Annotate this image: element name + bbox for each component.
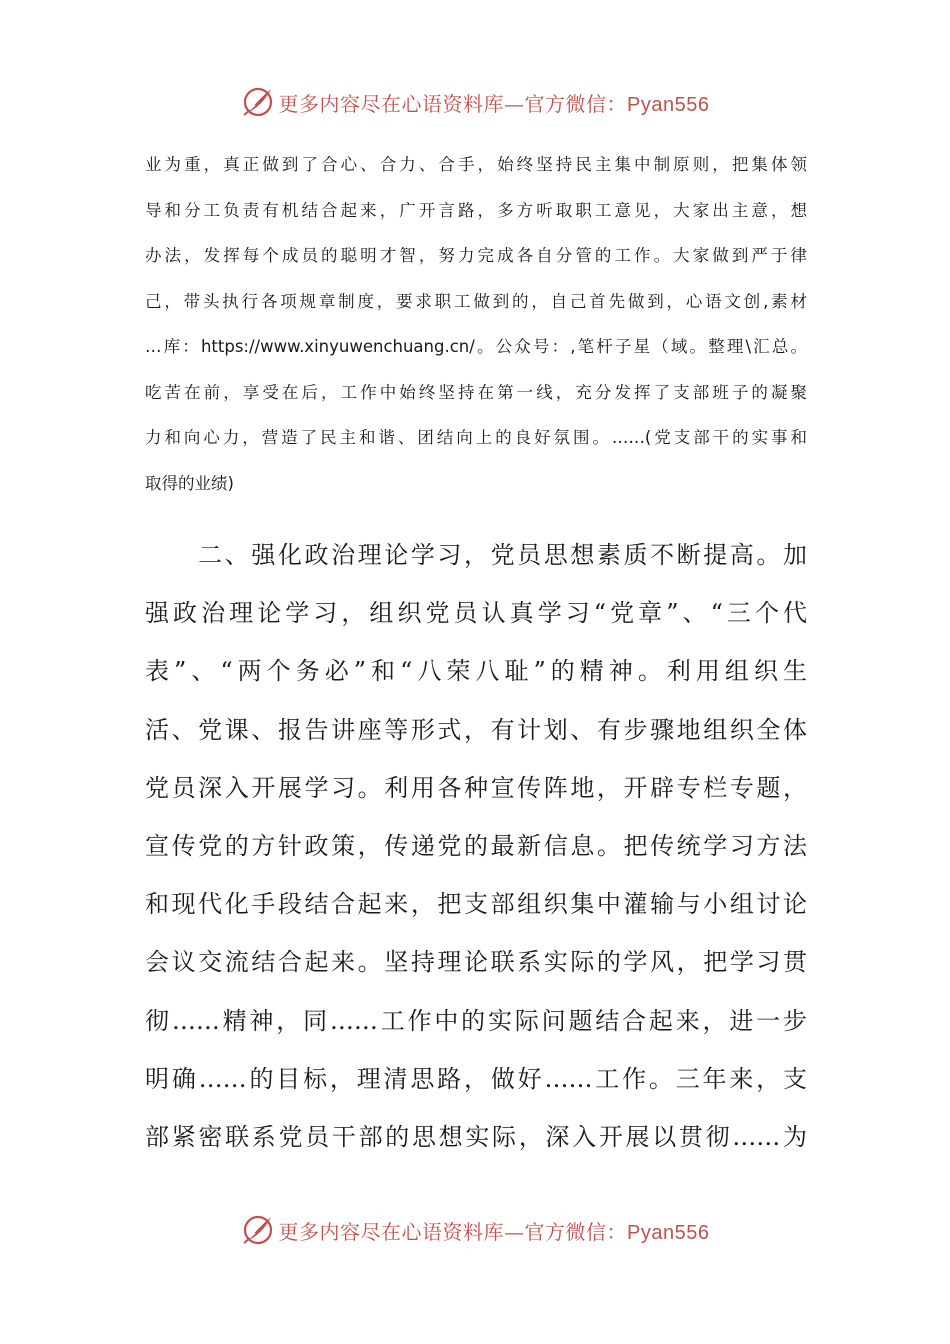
- quill-pen-logo-icon: [241, 85, 275, 119]
- paragraph-2: [145, 526, 807, 1166]
- banner-brand-text: 更多内容尽在心语资料库—官方微信：Pyan556: [278, 1219, 710, 1244]
- paragraph-2-line: 二、强化政治理论学习，党员思想素质不断提高。加: [145, 541, 807, 569]
- paragraph-2-line: 活、党课、报告讲座等形式，有计划、有步骤地组织全体: [145, 715, 807, 744]
- paragraph-2-line: 部紧密联系党员干部的思想实际，深入开展以贯彻……为: [145, 1123, 807, 1152]
- paragraph-1-line: 吃苦在前，享受在后，工作中始终坚持在第一线，充分发挥了支部班子的凝聚: [145, 382, 807, 402]
- paragraph-1-line: 业为重，真正做到了合心、合力、合手，始终坚持民主集中制原则，把集体领: [145, 155, 807, 174]
- paragraph-2-line: 党员深入开展学习。利用各种宣传阵地，开辟专栏专题，: [145, 773, 807, 802]
- paragraph-1-line: 己，带头执行各项规章制度，要求职工做到的，自己首先做到，心语文创,素材: [145, 291, 807, 311]
- paragraph-1-line: 取得的业绩): [145, 473, 234, 493]
- quill-pen-logo-icon: [241, 1213, 275, 1247]
- paragraph-1-line: 办法，发挥每个成员的聪明才智，努力完成各自分管的工作。大家做到严于律: [145, 246, 807, 265]
- paragraph-2-line: 会议交流结合起来。坚持理论联系实际的学风，把学习贯: [145, 948, 807, 977]
- paragraph-2-line: 明确……的目标，理清思路，做好……工作。三年来，支: [145, 1064, 807, 1093]
- wechat-id: Pyan556: [627, 93, 710, 116]
- paragraph-2-line: 和现代化手段结合起来，把支部组织集中灌输与小组讨论: [145, 890, 807, 919]
- footer-banner: [0, 1210, 950, 1250]
- banner-brand-text: 更多内容尽在心语资料库—官方微信：Pyan556: [278, 91, 710, 116]
- paragraph-1: [145, 142, 807, 506]
- wechat-id: Pyan556: [627, 1221, 710, 1244]
- paragraph-1-line: 力和向心力，营造了民主和谐、团结向上的良好氛围。……(党支部干的实事和: [145, 428, 807, 447]
- header-banner: [0, 82, 950, 122]
- paragraph-1-line: …库：https://www.xinyuwenchuang.cn/。公众号：,笔杆子星（域。整理\汇总。: [145, 337, 807, 356]
- paragraph-2-line: 宣传党的方针政策，传递党的最新信息。把传统学习方法: [145, 832, 807, 861]
- paragraph-2-line: 强政治理论学习，组织党员认真学习“党章”、“三个代: [145, 599, 807, 628]
- paragraph-1-line: 导和分工负责有机结合起来，广开言路，多方听取职工意见，大家出主意，想: [145, 200, 807, 220]
- paragraph-2-line: 表”、“两个务必”和“八荣八耻”的精神。利用组织生: [145, 657, 807, 686]
- paragraph-2-line: 彻……精神，同……工作中的实际问题结合起来，进一步: [145, 1006, 807, 1035]
